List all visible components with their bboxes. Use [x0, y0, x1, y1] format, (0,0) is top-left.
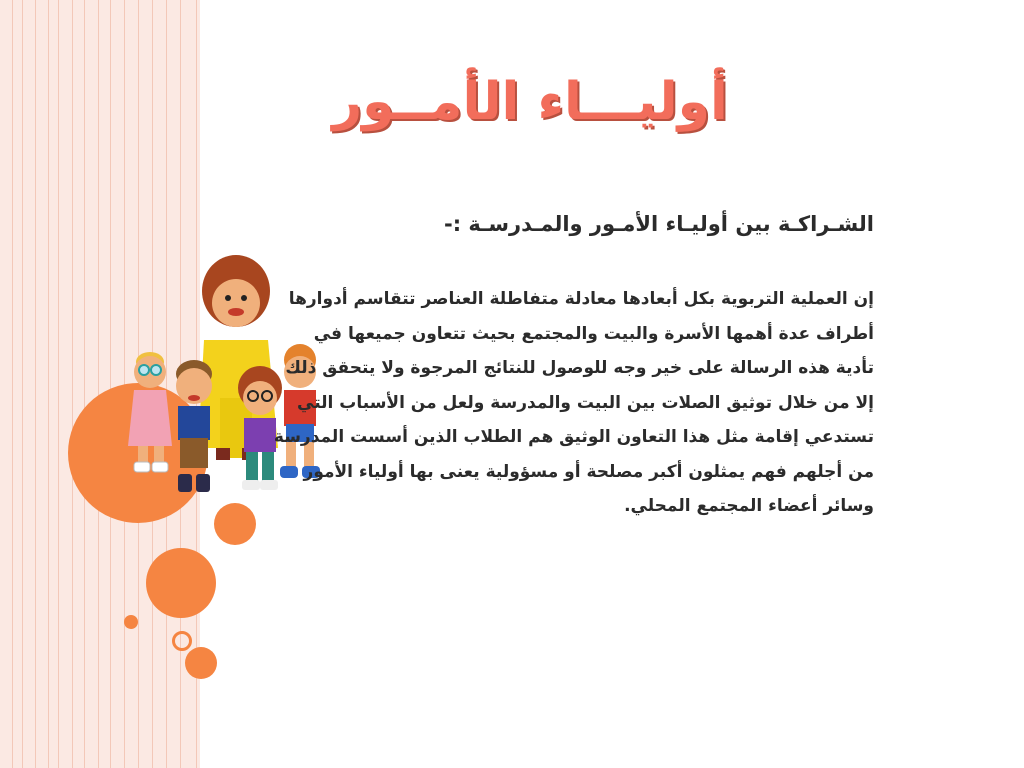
stripe-line — [84, 0, 85, 768]
stripe-line — [22, 0, 23, 768]
stripe-line — [58, 0, 59, 768]
decorative-ring — [172, 631, 192, 651]
slide-title: أوليـــاء الأمــور — [332, 72, 728, 132]
section-subtitle: الشـراكـة بين أوليـاء الأمـور والمـدرسـة :- — [444, 212, 874, 236]
paragraph-line: إلا من خلال توثيق الصلات بين البيت والمدرسة ولعل من الأسباب التي — [297, 392, 874, 413]
stripe-line — [72, 0, 73, 768]
paragraph-line: تستدعي إقامة مثل هذا التعاون الوثيق هم الطلاب الذين أسست المدرسة — [273, 427, 874, 447]
paragraph-line: أطراف عدة أهمها الأسرة والبيت والمجتمع بحيث تتعاون جميعها في — [313, 323, 874, 344]
decorative-circle — [214, 503, 256, 545]
paragraph-line: من أجلهم فهم يمثلون أكبر مصلحة أو مسؤولية يعنى بها أولياء الأمور — [303, 461, 874, 482]
paragraph-line: وسائر أعضاء المجتمع المحلي. — [624, 496, 874, 516]
decorative-circle-medium — [146, 548, 216, 618]
stripe-line — [35, 0, 36, 768]
paragraph-line: تأدية هذه الرسالة على خير وجه للوصول للنتائج المرجوة ولا يتحقق ذلك — [285, 358, 874, 378]
stripe-line — [98, 0, 99, 768]
decorative-circle — [185, 647, 217, 679]
stripe-line — [12, 0, 13, 768]
paragraph-line: إن العملية التربوية بكل أبعادها معادلة متفاطلة العناصر تتقاسم أدوارها — [288, 289, 874, 309]
body-paragraph — [273, 282, 874, 524]
decorative-circle-small — [124, 615, 138, 629]
stripe-line — [48, 0, 49, 768]
